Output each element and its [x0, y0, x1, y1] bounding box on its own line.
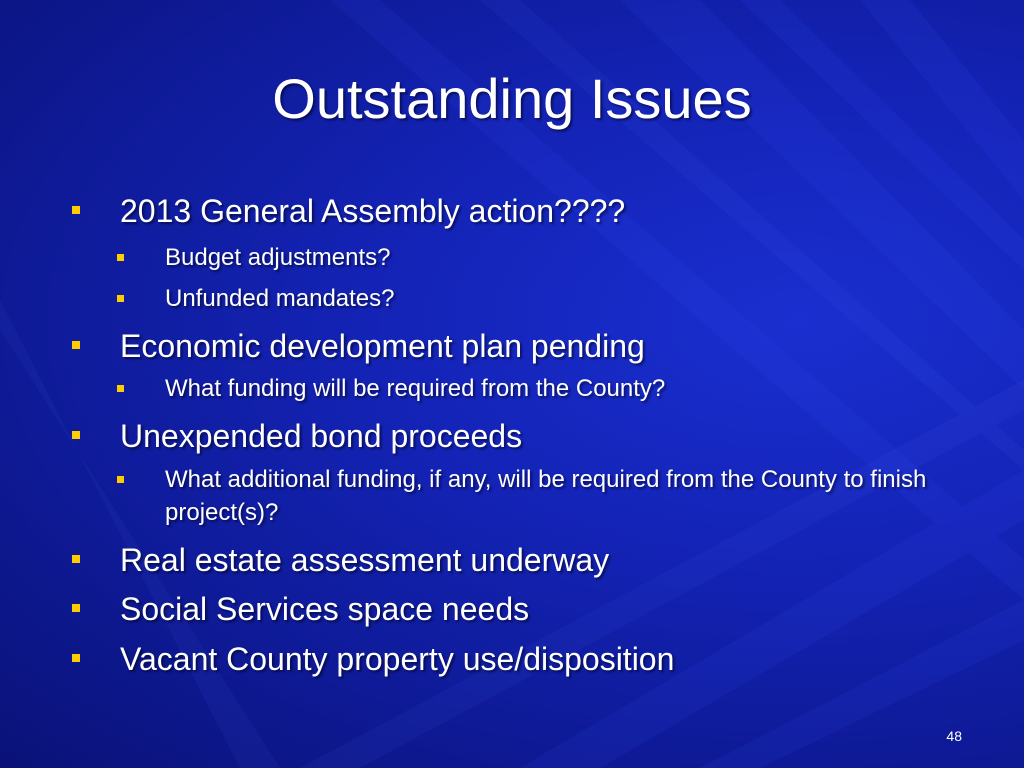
- bullet-item-1: 2013 General Assembly action????: [120, 193, 626, 229]
- sub-bullet-marker: [117, 385, 124, 392]
- sub-bullet-marker: [117, 476, 124, 483]
- bullet-marker: [72, 431, 80, 439]
- bullet-item-3: Unexpended bond proceeds: [120, 418, 523, 454]
- bullet-marker: [72, 206, 80, 214]
- bullet-item-5: Social Services space needs: [120, 591, 530, 627]
- sub-bullet-item-2: Unfunded mandates?: [165, 285, 395, 312]
- sub-bullet-item-1: Budget adjustments?: [165, 244, 391, 271]
- bullet-marker: [72, 604, 80, 612]
- bullet-marker: [72, 341, 80, 349]
- bullet-item-2: Economic development plan pending: [120, 328, 645, 364]
- bullet-marker: [72, 654, 80, 662]
- bullet-item-4: Real estate assessment underway: [120, 542, 610, 578]
- sub-bullet-marker: [117, 254, 124, 261]
- sub-bullet-item-3: What funding will be required from the County?: [165, 375, 666, 402]
- sub-bullet-item-4: What additional funding, if any, will be required from the County to finish project(s)?: [165, 466, 927, 526]
- slide-title: Outstanding Issues: [272, 67, 752, 130]
- bullet-marker: [72, 555, 80, 563]
- page-number: 48: [946, 728, 962, 744]
- sub-bullet-marker: [117, 295, 124, 302]
- bullet-item-6: Vacant County property use/disposition: [120, 641, 675, 677]
